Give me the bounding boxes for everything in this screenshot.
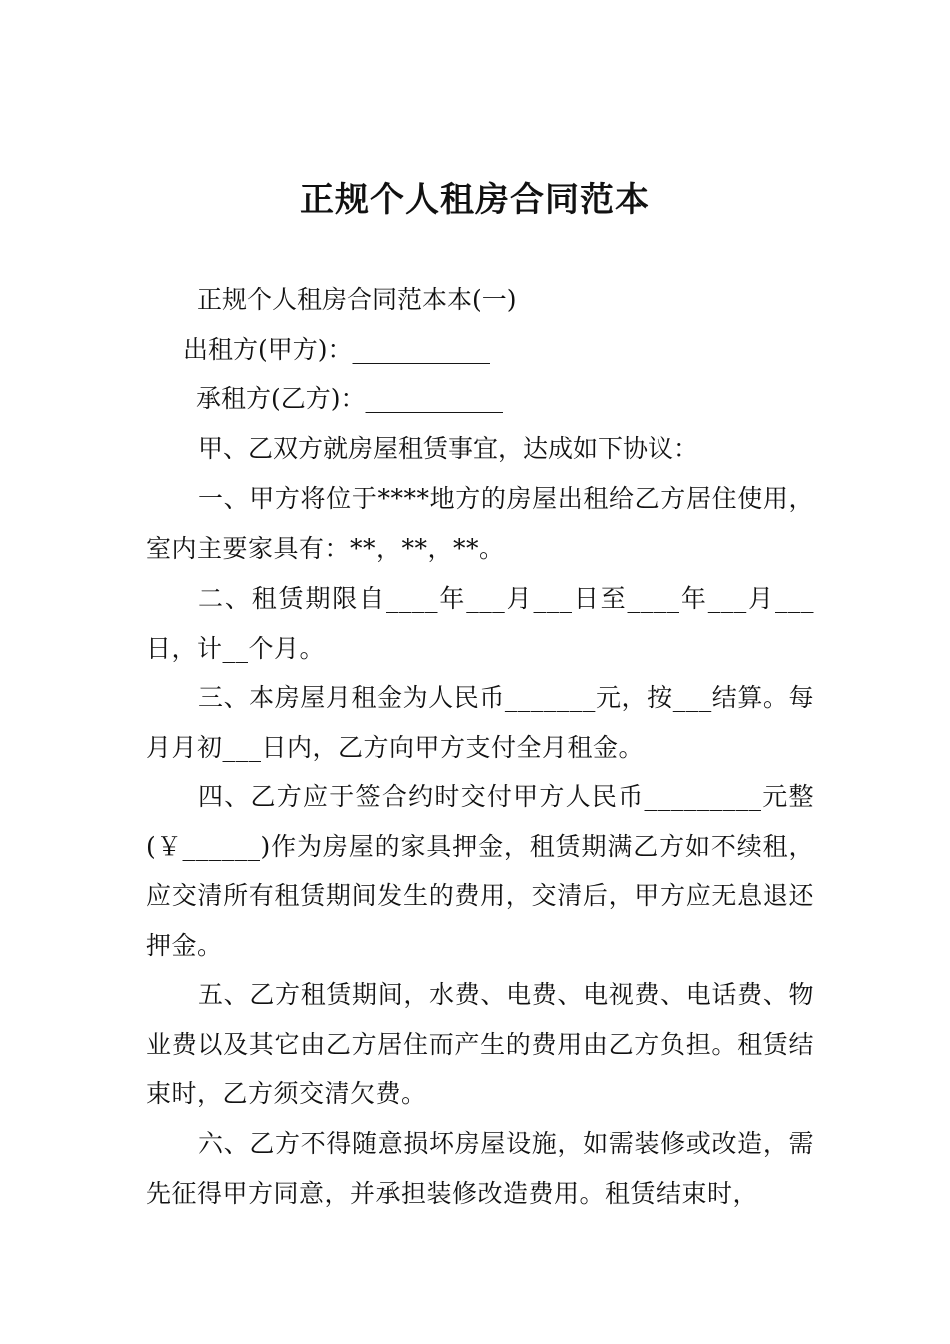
clause-5: 五、乙方租赁期间，水费、电费、电视费、电话费、物业费以及其它由乙方居住而产生的费用由乙方负担。租赁结束时，乙方须交清欠费。: [146, 980, 814, 1109]
agreement-intro: 甲、乙双方就房屋租赁事宜，达成如下协议：: [198, 434, 699, 463]
clause-4: 四、乙方应于签合约时交付甲方人民币_________元整(￥______)作为房屋的家具押金，租赁期满乙方如不续租，应交清所有租赁期间发生的费用，交清后，甲方应无息退还押金。: [146, 782, 814, 960]
clause-2: 二、租赁期限自____年___月___日至____年___月___日，计__个月。: [146, 584, 814, 663]
lessor-line: 出租方(甲方)：___________: [183, 335, 491, 364]
document-title: 正规个人租房合同范本: [300, 180, 650, 220]
clause-3: 三、本房屋月租金为人民币_______元，按___结算。每月月初___日内，乙方向甲方支付全月租金。: [146, 683, 814, 762]
clause-6: 六、乙方不得随意损坏房屋设施，如需装修或改造，需先征得甲方同意，并承担装修改造费用。租赁结束时，: [146, 1129, 814, 1208]
document-subtitle: 正规个人租房合同范本本(一): [197, 285, 517, 314]
clause-1: 一、甲方将位于****地方的房屋出租给乙方居住使用，室内主要家具有：**，**，**。: [146, 484, 814, 563]
lessee-line: 承租方(乙方)：___________: [196, 384, 504, 413]
